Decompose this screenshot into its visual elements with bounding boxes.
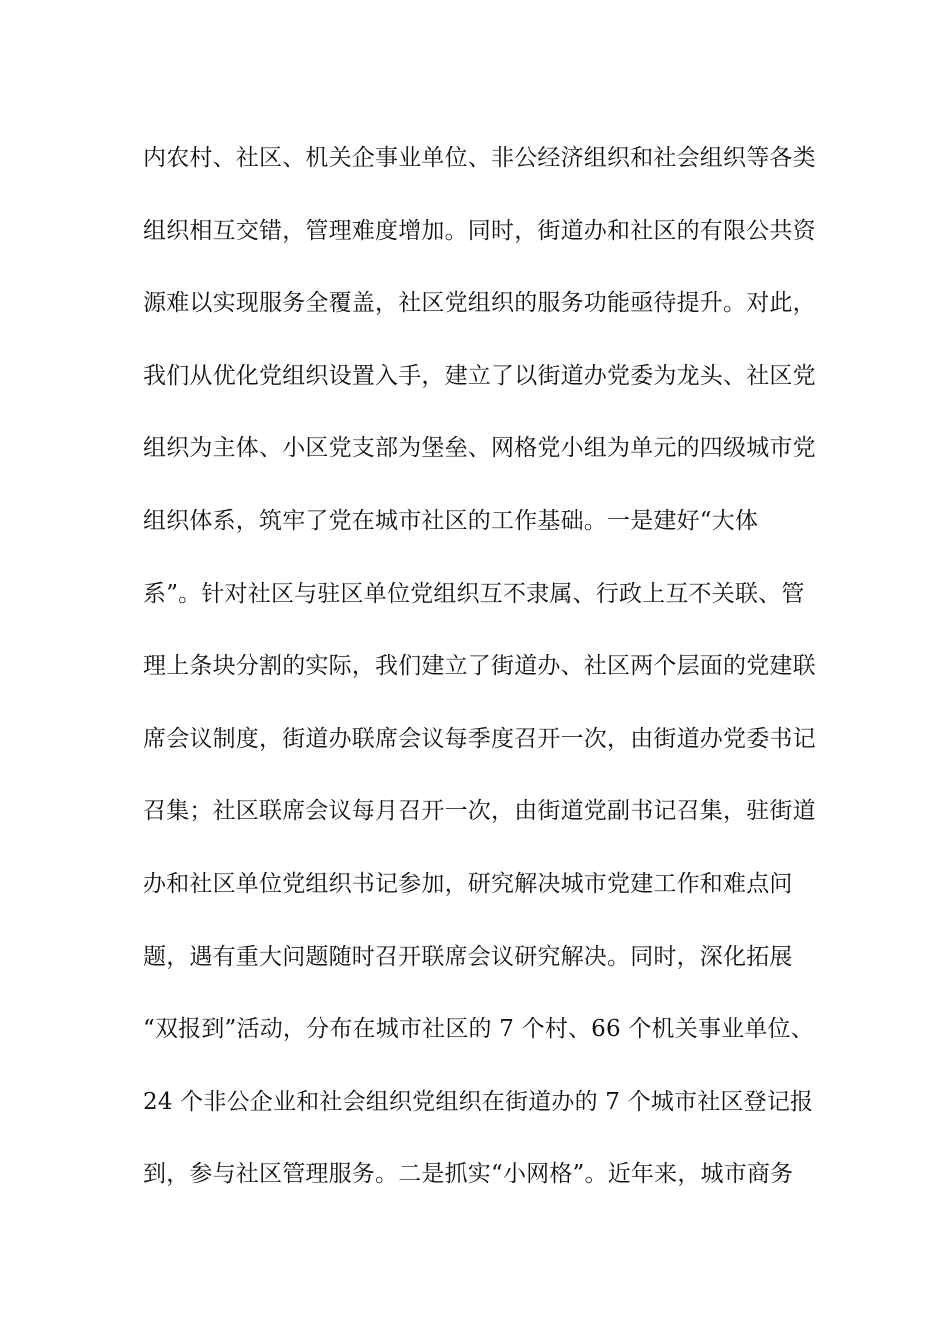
text-line: 内农村、社区、机关企事业单位、非公经济组织和社会组织等各类 [143, 145, 816, 171]
text-line: 到，参与社区管理服务。二是抓实“小网格”。近年来，城市商务 [143, 1161, 794, 1188]
text-line: “双报到”活动，分布在城市社区的 7 个村、66 个机关事业单位、 [143, 1016, 814, 1043]
text-line: 组织体系，筑牢了党在城市社区的工作基础。一是建好“大体 [143, 507, 759, 534]
text-line: 席会议制度，街道办联席会议每季度召开一次，由街道办党委书记 [143, 725, 816, 752]
text-line: 题，遇有重大问题随时召开联席会议研究解决。同时，深化拓展 [143, 943, 793, 970]
text-line: 办和社区单位党组织书记参加，研究解决城市党建工作和难点问 [143, 870, 793, 897]
body-text [143, 128, 816, 1217]
text-line: 理上条块分割的实际，我们建立了街道办、社区两个层面的党建联 [143, 653, 816, 680]
text-line: 组织相互交错，管理难度增加。同时，街道办和社区的有限公共资 [143, 217, 816, 244]
text-line: 我们从优化党组织设置入手，建立了以街道办党委为龙头、社区党 [143, 362, 816, 389]
text-line: 组织为主体、小区党支部为堡垒、网格党小组为单元的四级城市党 [143, 435, 816, 462]
text-line: 源难以实现服务全覆盖，社区党组织的服务功能亟待提升。对此， [143, 290, 816, 317]
text-line: 24 个非公企业和社会组织党组织在街道办的 7 个城市社区登记报 [143, 1088, 814, 1115]
text-line: 系”。针对社区与驻区单位党组织互不隶属、行政上互不关联、管 [143, 580, 805, 607]
text-line: 召集；社区联席会议每月召开一次，由街道党副书记召集，驻街道 [143, 798, 816, 825]
